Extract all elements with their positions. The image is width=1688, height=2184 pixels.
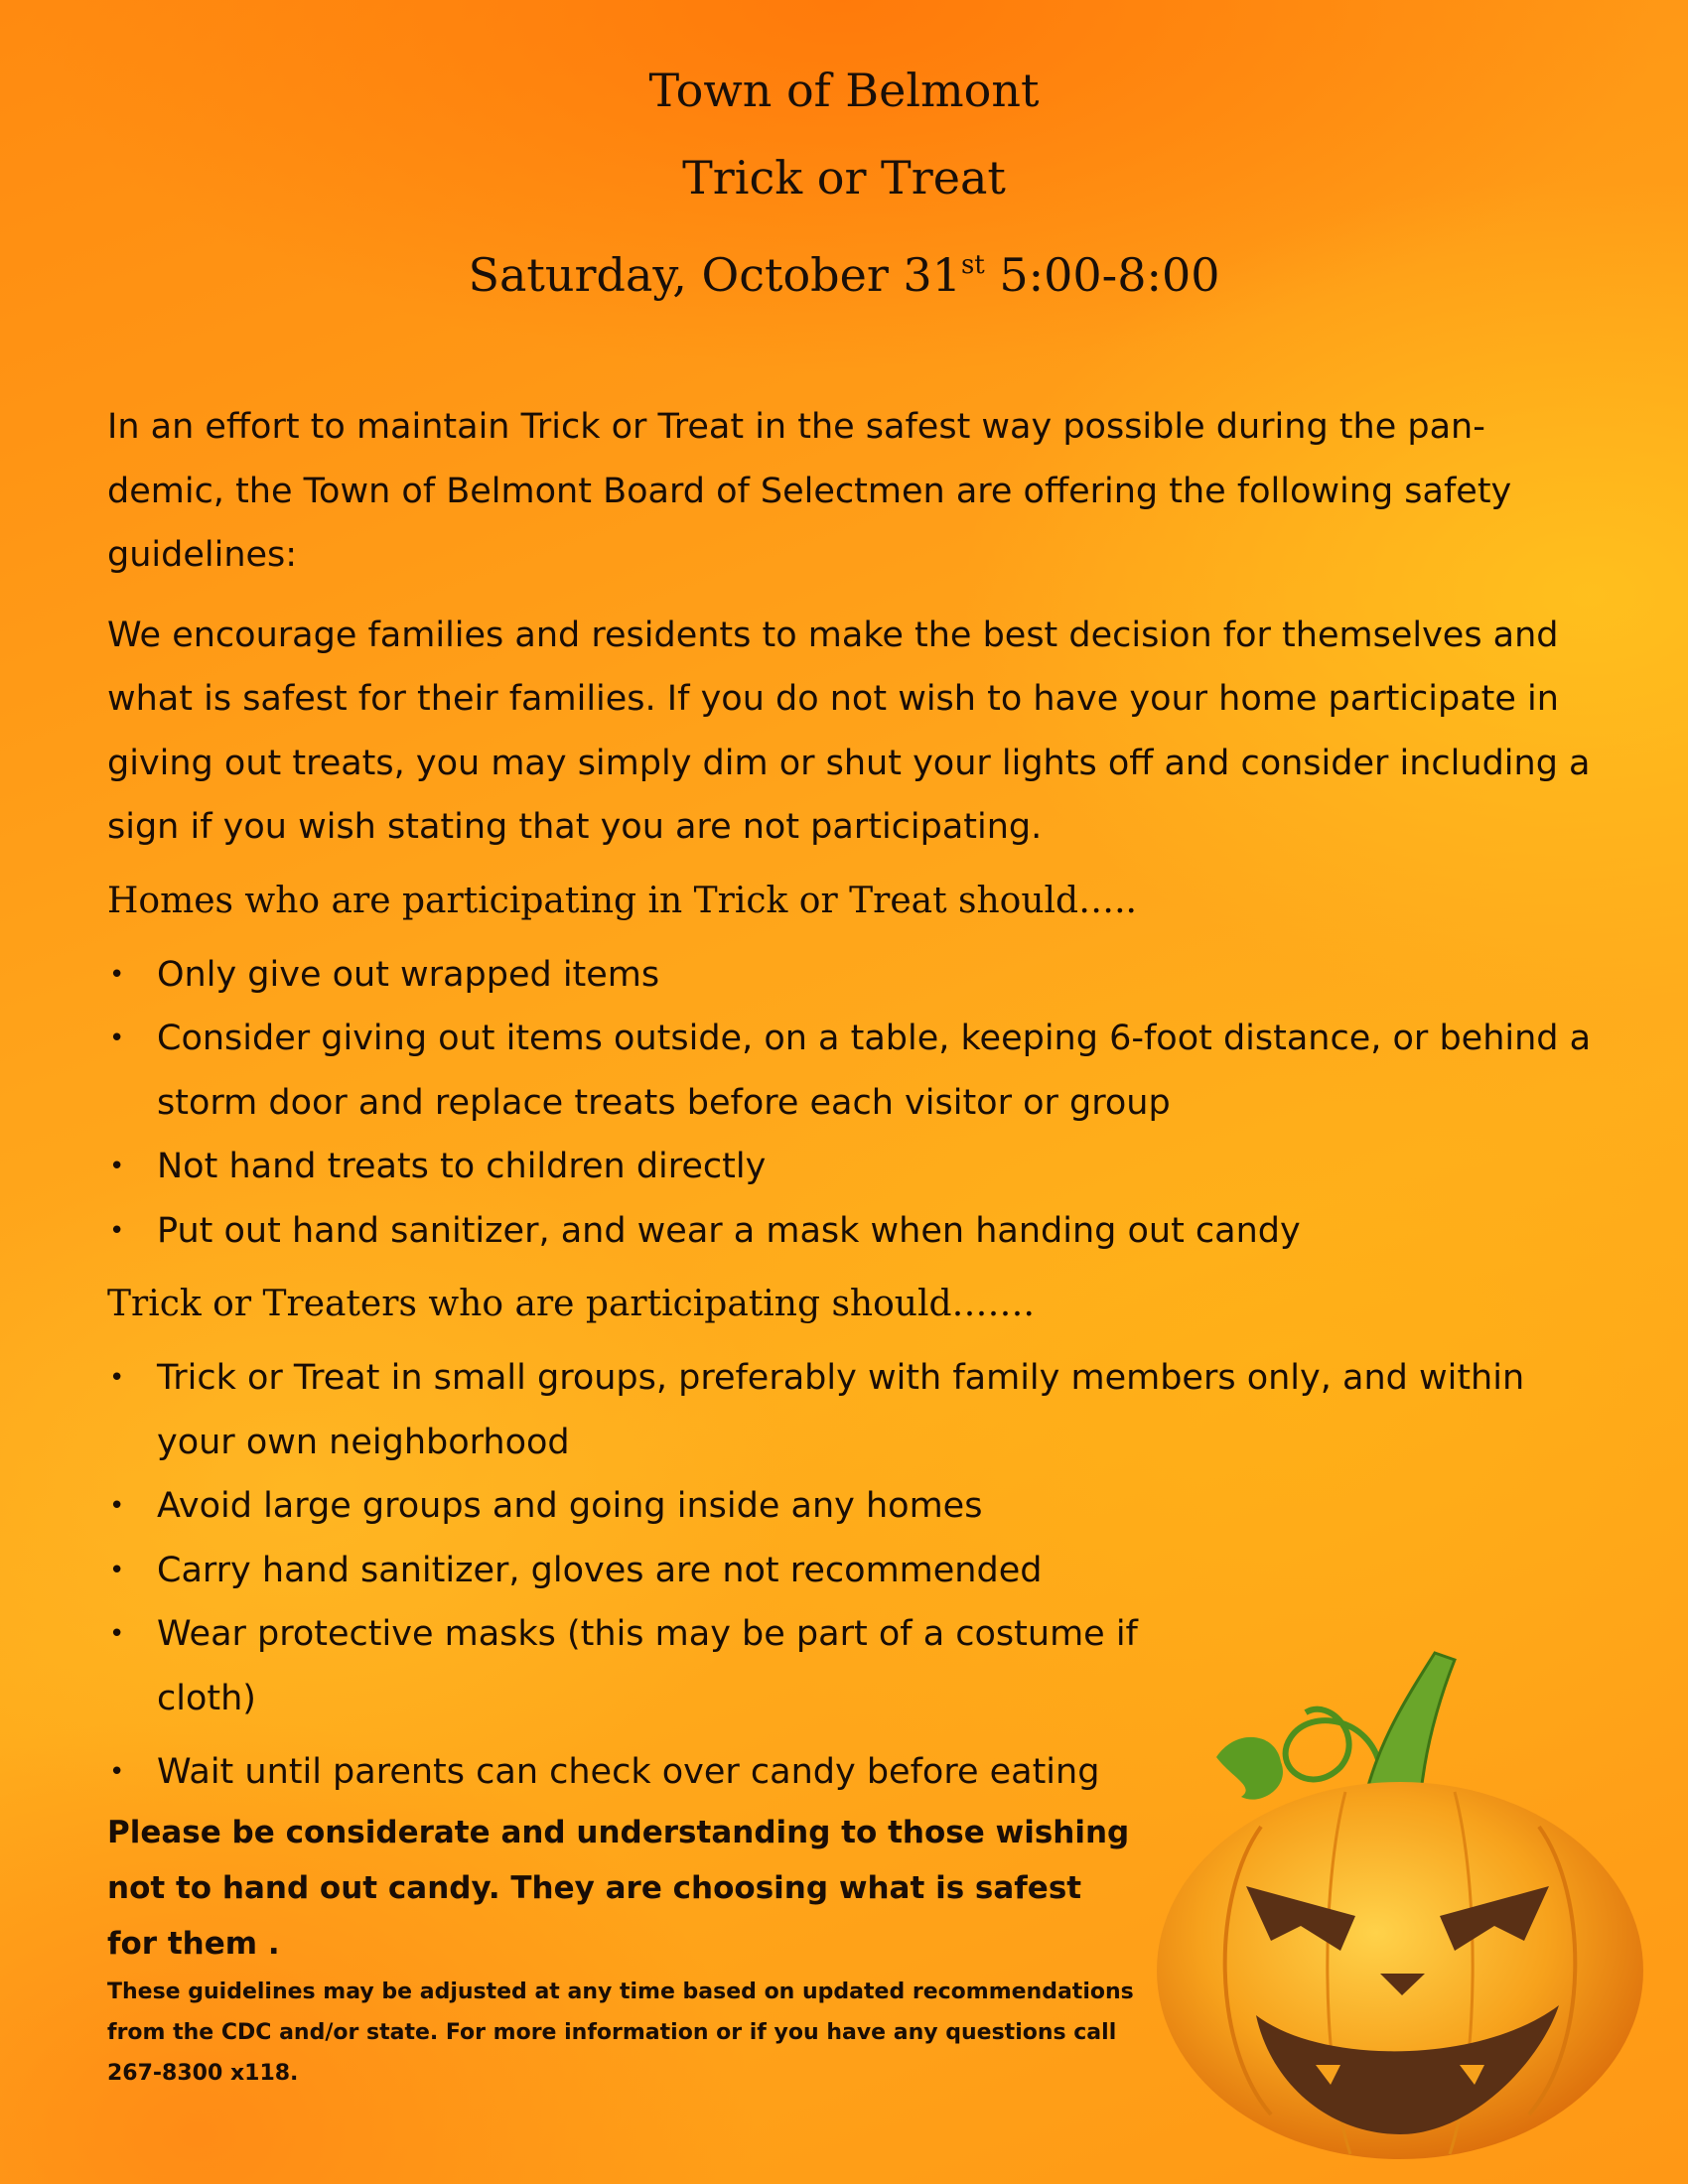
bullet-icon: • [109, 1757, 125, 1787]
list-item: • Put out hand sanitizer, and wear a mask when handing out candy [107, 1199, 1597, 1264]
homes-list [107, 943, 1597, 1264]
list-item: • Avoid large groups and going inside any homes [107, 1474, 1597, 1539]
list-item: • Wait until parents can check over candy before eating [107, 1740, 1597, 1805]
town-title: Town of Belmont [648, 64, 1040, 117]
encourage-paragraph: We encourage families and residents to make the best decision for themselves and what is safest for their families. If you do not wish to have your home participate in giving out treats, you may simply dim or shut your lights off and consider including a sign if you wish stating that you are not participating. [107, 614, 1591, 847]
event-title: Trick or Treat [682, 151, 1006, 205]
list-item: • Not hand treats to children directly [107, 1135, 1597, 1199]
event-date: Saturday, October 31 [468, 248, 961, 302]
bullet-icon: • [109, 1619, 125, 1649]
event-date-time [0, 221, 1688, 319]
list-item: • Carry hand sanitizer, gloves are not recommended [107, 1539, 1597, 1603]
jack-o-lantern-illustration [1142, 1598, 1678, 2168]
list-item: • Consider giving out items outside, on a table, keeping 6-foot distance, or behind a storm door and replace treats before each visitor or group [107, 1007, 1597, 1135]
date-ordinal: st [960, 250, 985, 280]
bullet-icon: • [109, 1555, 125, 1585]
bullet-icon: • [109, 1024, 125, 1053]
list-item: • Trick or Treat in small groups, preferably with family members only, and within your own neighborhood [107, 1346, 1597, 1474]
bullet-icon: • [109, 1152, 125, 1181]
disclaimer-note: These guidelines may be adjusted at any time based on updated recommendations from the CDC and/or state. For more information or if you have any questions call 267-8300 x118. [107, 1979, 1134, 2086]
event-time: 5:00-8:00 [984, 248, 1220, 302]
bullet-icon: • [109, 1491, 125, 1521]
bullet-icon: • [109, 1215, 125, 1246]
flyer-heading [0, 47, 1688, 319]
homes-heading: Homes who are participating in Trick or Treat should….. [107, 880, 1137, 921]
bullet-icon: • [109, 959, 125, 990]
treaters-heading: Trick or Treaters who are participating should……. [107, 1284, 1035, 1324]
bullet-icon: • [109, 1363, 125, 1393]
list-item: • Only give out wrapped items [107, 943, 1597, 1008]
considerate-note: Please be considerate and understanding to those wishing not to hand out candy. They are choosing what is safest for them . [107, 1814, 1130, 1962]
intro-paragraph: In an effort to maintain Trick or Treat in the safest way possible during the pan-demic, the Town of Belmont Board of Selectmen are offering the following safety guidelines: [107, 407, 1512, 575]
list-item: • Wear protective masks (this may be part of a costume if cloth) [107, 1602, 1209, 1730]
